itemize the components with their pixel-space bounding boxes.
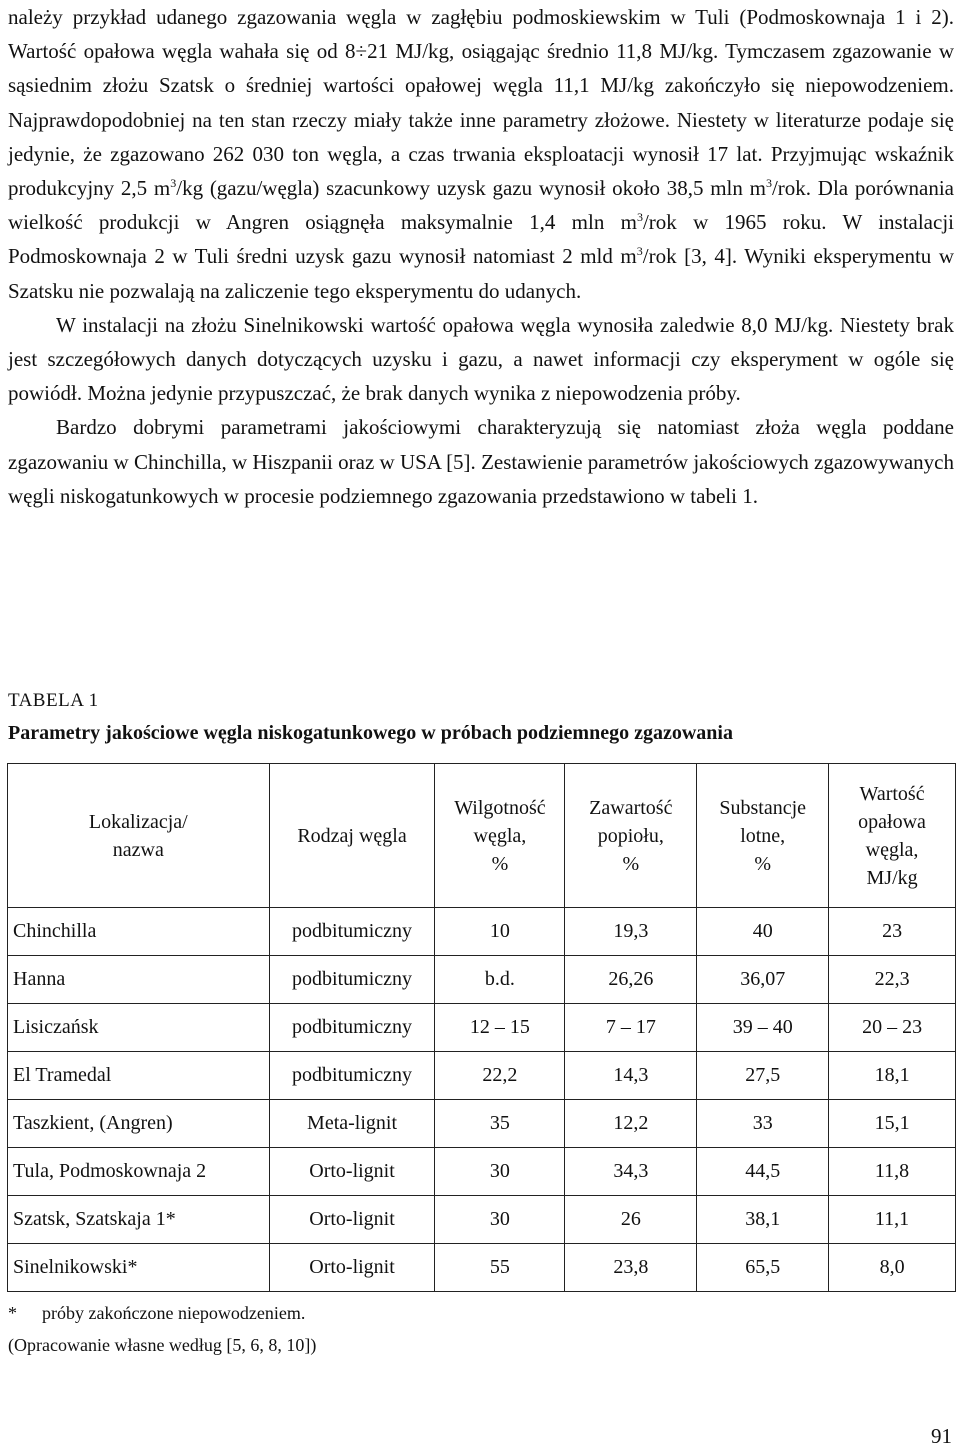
table-cell: El Tramedal xyxy=(8,1052,270,1100)
table-cell: 44,5 xyxy=(697,1148,829,1196)
table-cell: 39 – 40 xyxy=(697,1004,829,1052)
column-header-line: % xyxy=(622,852,640,875)
column-header-line: węgla, xyxy=(865,838,919,861)
table-cell: 40 xyxy=(697,908,829,956)
table-cell: 36,07 xyxy=(697,956,829,1004)
paragraph-1-text: /rok. Dla porównania wielkość produkcji w Angren osiągnęła maksymalnie 1,4 mln m xyxy=(8,176,954,235)
table-cell: podbitumiczny xyxy=(269,1004,435,1052)
table-row xyxy=(8,1196,956,1244)
superscript: 3 xyxy=(170,176,177,191)
table-cell: 12 – 15 xyxy=(435,1004,565,1052)
table-cell: Orto-lignit xyxy=(269,1196,435,1244)
column-header xyxy=(697,764,829,908)
column-header-line: % xyxy=(754,852,772,875)
table-cell: 26,26 xyxy=(565,956,697,1004)
paragraph-1-text: /rok w 1965 roku. W instalacji Podmoskownaja 2 w Tuli średni uzysk gazu wynosił natomiast 2 mld m xyxy=(8,210,954,269)
column-header-line: Lokalizacja/ xyxy=(88,810,188,833)
column-header-line: węgla, xyxy=(473,824,527,847)
table-title: Parametry jakościowe węgla niskogatunkowego w próbach podziemnego zgazowania xyxy=(8,722,733,744)
table-row xyxy=(8,1100,956,1148)
table-row xyxy=(8,1004,956,1052)
column-header-line: lotne, xyxy=(740,824,786,847)
table-cell: Szatsk, Szatskaja 1* xyxy=(8,1196,270,1244)
table-cell: 14,3 xyxy=(565,1052,697,1100)
column-header-line: opałowa xyxy=(858,810,926,833)
table-cell: 33 xyxy=(697,1100,829,1148)
table-row xyxy=(8,908,956,956)
column-header-line: nazwa xyxy=(112,838,164,861)
table-cell: Orto-lignit xyxy=(269,1148,435,1196)
column-header xyxy=(829,764,956,908)
footnote-marker: * xyxy=(8,1303,17,1323)
paragraph-1-text: należy przykład udanego zgazowania węgla w zagłębiu podmoskiewskim w Tuli (Podmoskownaja 1 i 2). Wartość opałowa węgla wahała się od 8÷21 MJ/kg, osiągając średnio 11,8 MJ/kg. Tymczasem zgazowanie w sąsiednim złożu Szatsk o średniej wartości opałowej węgla 11,1 MJ/kg zakończyło się niepowodzeniem. Najprawdopodobniej na ten stan rzeczy miały także inne parametry złożowe. Niestety w literaturze podaje się jedynie, że zgazowano 262 030 ton węgla, a czas trwania eksploatacji wynosił 17 lat. Przyjmując wskaźnik produkcyjny 2,5 m xyxy=(8,5,954,201)
column-header-line: popiołu, xyxy=(597,824,664,847)
paragraph-2: W instalacji na złożu Sinelnikowski wartość opałowa węgla wynosiła zaledwie 8,0 MJ/kg. Niestety brak jest szczegółowych danych dotyczących uzysku i gazu, a nawet informacji czy eksperyment w ogóle się powiódł. Można jedynie przypuszczać, że brak danych wynika z niepowodzenia próby. xyxy=(8,312,954,406)
table-label: TABELA 1 xyxy=(8,690,99,711)
column-header-line: MJ/kg xyxy=(866,866,918,889)
table-cell: 26 xyxy=(565,1196,697,1244)
table-cell: 55 xyxy=(435,1244,565,1292)
paragraph-1-text: /kg (gazu/węgla) szacunkowy uzysk gazu wynosił około 38,5 mln m xyxy=(176,176,766,201)
table-cell: Hanna xyxy=(8,956,270,1004)
page-number: 91 xyxy=(931,1424,952,1448)
table-cell: 30 xyxy=(435,1196,565,1244)
column-header-line: Wartość xyxy=(859,782,925,805)
table-cell: podbitumiczny xyxy=(269,1052,435,1100)
column-header xyxy=(8,764,270,908)
table-cell: 20 – 23 xyxy=(829,1004,956,1052)
table-cell: 19,3 xyxy=(565,908,697,956)
column-header-line: Wilgotność xyxy=(454,796,546,819)
table-cell: 38,1 xyxy=(697,1196,829,1244)
table-cell: 23 xyxy=(829,908,956,956)
table-cell: podbitumiczny xyxy=(269,908,435,956)
table-cell: 8,0 xyxy=(829,1244,956,1292)
table-cell: Sinelnikowski* xyxy=(8,1244,270,1292)
column-header-line: Substancje xyxy=(719,796,807,819)
table-cell: Taszkient, (Angren) xyxy=(8,1100,270,1148)
table-row xyxy=(8,1052,956,1100)
table-cell: 22,3 xyxy=(829,956,956,1004)
column-header xyxy=(565,764,697,908)
footnote xyxy=(8,1303,305,1324)
source-note: (Opracowanie własne według [5, 6, 8, 10]) xyxy=(8,1335,317,1355)
paragraph-1 xyxy=(8,0,954,308)
table-row xyxy=(8,1244,956,1292)
column-header-line: Zawartość xyxy=(589,796,673,819)
body-text xyxy=(8,0,954,513)
table-cell: 11,1 xyxy=(829,1196,956,1244)
table-cell: Meta-lignit xyxy=(269,1100,435,1148)
table-cell: 27,5 xyxy=(697,1052,829,1100)
table-cell: 11,8 xyxy=(829,1148,956,1196)
table-cell: 23,8 xyxy=(565,1244,697,1292)
column-header-line: % xyxy=(491,852,509,875)
table-cell: 12,2 xyxy=(565,1100,697,1148)
table-cell: 30 xyxy=(435,1148,565,1196)
table-row xyxy=(8,1148,956,1196)
table-body xyxy=(8,908,956,1292)
table-cell: 35 xyxy=(435,1100,565,1148)
table-cell: podbitumiczny xyxy=(269,956,435,1004)
column-header xyxy=(269,764,435,908)
paragraph-1-text: /rok [3, 4]. Wyniki eksperymentu w Szatsku nie pozwalają na zaliczenie tego eksperymentu do udanych. xyxy=(8,244,954,303)
superscript: 3 xyxy=(636,244,643,259)
data-table xyxy=(7,763,956,1292)
superscript: 3 xyxy=(765,176,772,191)
table-cell: 65,5 xyxy=(697,1244,829,1292)
table-cell: Tula, Podmoskownaja 2 xyxy=(8,1148,270,1196)
table-cell: Chinchilla xyxy=(8,908,270,956)
table-cell: Lisiczańsk xyxy=(8,1004,270,1052)
table-cell: 22,2 xyxy=(435,1052,565,1100)
table-cell: 34,3 xyxy=(565,1148,697,1196)
table-cell: 10 xyxy=(435,908,565,956)
column-header xyxy=(435,764,565,908)
table-header-row xyxy=(8,764,956,908)
table-cell: Orto-lignit xyxy=(269,1244,435,1292)
column-header-line: Rodzaj węgla xyxy=(297,824,407,847)
table-cell: b.d. xyxy=(435,956,565,1004)
superscript: 3 xyxy=(636,210,643,225)
table-cell: 15,1 xyxy=(829,1100,956,1148)
footnote-text: próby zakończone niepowodzeniem. xyxy=(42,1303,306,1323)
table-row xyxy=(8,956,956,1004)
paragraph-3: Bardzo dobrymi parametrami jakościowymi charakteryzują się natomiast złoża węgla poddane zgazowaniu w Chinchilla, w Hiszpanii oraz w USA [5]. Zestawienie parametrów jakościowych zgazowywanych węgli niskogatunkowych w procesie podziemnego zgazowania przedstawiono w tabeli 1. xyxy=(8,415,954,508)
table-cell: 18,1 xyxy=(829,1052,956,1100)
table-cell: 7 – 17 xyxy=(565,1004,697,1052)
